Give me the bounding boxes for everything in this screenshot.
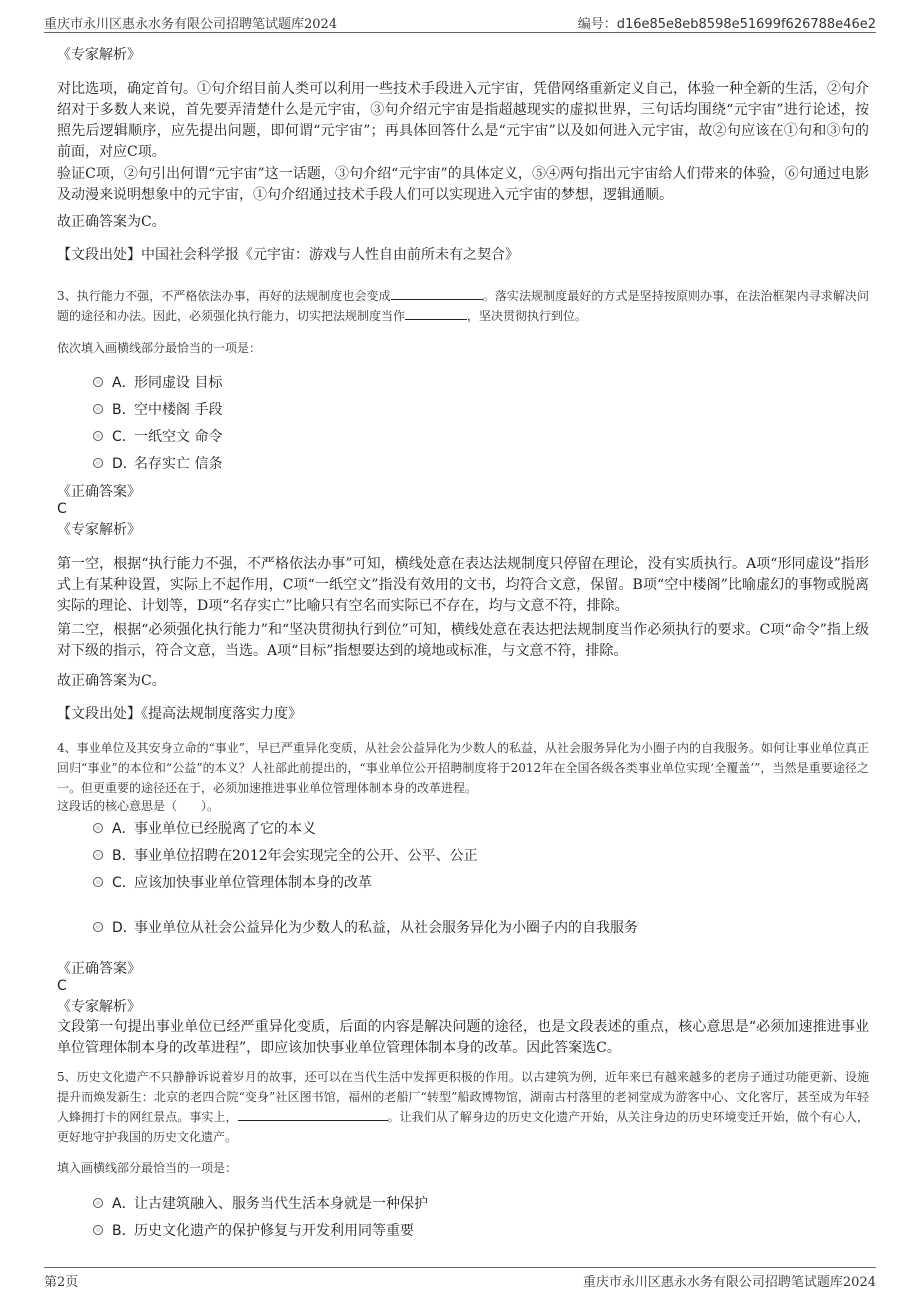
radio-icon[interactable]: [93, 850, 103, 860]
question-prompt: 依次填入画横线部分最恰当的一项是：: [57, 341, 262, 355]
answer-value: C: [57, 978, 67, 994]
radio-icon[interactable]: [93, 877, 103, 887]
footer-title: 重庆市永川区惠永水务有限公司招聘笔试题库2024: [582, 1274, 876, 1290]
page-number: 第2页: [44, 1274, 79, 1290]
analysis-paragraph: 对比选项，确定首句。①句介绍目前人类可以利用一些技术手段进入元宇宙，凭借网络重新定义自己，体验一种全新的生活，②句介绍对于多数人来说，首先要弄清楚什么是元宇宙，③句介绍元宇宙是指超越现实的虚拟世界，三句话均围绕“元宇宙”进行论述，按照先后逻辑顺序，应先提出问题，即何谓“元宇宙”；再具体回答什么是“元宇宙”以及如何进入元宇宙，故②句应该在①句和③句的前面，对应C项。: [57, 81, 869, 160]
radio-icon[interactable]: [93, 377, 103, 387]
radio-icon[interactable]: [93, 431, 103, 441]
option-c[interactable]: C． 一纸空文 命令: [93, 425, 222, 447]
radio-icon[interactable]: [93, 1225, 103, 1235]
answer-conclusion: 故正确答案为C。: [57, 673, 166, 689]
source-note: 【文段出处】中国社会科学报《元宇宙：游戏与人性自由前所未有之契合》: [57, 247, 519, 263]
option-b[interactable]: B． 历史文化遗产的保护修复与开发利用同等重要: [93, 1219, 414, 1241]
analysis-label: 《专家解析》: [57, 999, 141, 1015]
analysis-paragraph: 第一空，根据“执行能力不强，不严格依法办事”可知，横线处意在表达法规制度只停留在理论，没有实质执行。A项“形同虚设”指形式上有某种设置，实际上不起作用，C项“一纸空文”指没有效用的文书，均符合文意，保留。B项“空中楼阁”比喻虚幻的事物或脱离实际的理论、计划等，D项“名存实亡”比喻只有空名而实际已不存在，均与文意不符，排除。: [57, 556, 869, 614]
option-b[interactable]: B． 空中楼阁 手段: [93, 398, 222, 420]
footer-divider: [44, 1267, 876, 1268]
header-title: 重庆市永川区惠永水务有限公司招聘笔试题库2024: [44, 16, 338, 32]
answer-label: 《正确答案》: [57, 961, 141, 977]
radio-icon[interactable]: [93, 1198, 103, 1208]
radio-icon[interactable]: [93, 404, 103, 414]
page-header: [44, 12, 876, 32]
source-note: 【文段出处】《提高法规制度落实力度》: [57, 706, 302, 722]
radio-icon[interactable]: [93, 458, 103, 468]
option-a[interactable]: A． 事业单位已经脱离了它的本义: [93, 817, 316, 839]
analysis-paragraph: 文段第一句提出事业单位已经严重异化变质，后面的内容是解决问题的途径，也是文段表述的重点，核心意思是“必须加速推进事业单位管理体制本身的改革进程”，即应该加快事业单位管理体制本身的改革。因此答案选C。: [57, 1019, 869, 1056]
option-d[interactable]: D． 名存实亡 信条: [93, 452, 222, 474]
analysis-paragraph: 第二空，根据“必须强化执行能力”和“坚决贯彻执行到位”可知，横线处意在表达把法规制度当作必须执行的要求。C项“命令”指上级对下级的指示，符合文意，当选。A项“目标”指想要达到的境地或标准，与文意不符，排除。: [57, 622, 869, 659]
question-stem: 5、历史文化遗产不只静静诉说着岁月的故事，还可以在当代生活中发挥更积极的作用。以古建筑为例，近年来已有越来越多的老房子通过功能更新、设施提升而焕发新生：北京的老四合院“变身”社区图书馆，福州的老船厂“转型”船政博物馆，湖南古村落里的老祠堂成为游客中心、文化客厅，甚至成为年轻人蜂拥打卡的网红景点。事实上， 。让我们从了解身边的历史文化遗产开始，从关注身边的历史环境变迁开始，做个有心人，更好地守护我国的历史文化遗产。: [57, 1070, 869, 1144]
page-footer: [44, 1270, 876, 1290]
radio-icon[interactable]: [93, 823, 103, 833]
analysis-paragraph: 验证C项，②句引出何谓“元宇宙”这一话题，③句介绍“元宇宙”的具体定义，⑤④两句指出元宇宙给人们带来的体验，⑥句通过电影及动漫来说明想象中的元宇宙，①句介绍通过技术手段人们可以实现进入元宇宙的梦想，逻辑通顺。: [57, 166, 869, 203]
fill-blank: [405, 306, 467, 320]
option-a[interactable]: A． 让古建筑融入、服务当代生活本身就是一种保护: [93, 1192, 428, 1214]
analysis-label: 《专家解析》: [57, 47, 141, 63]
option-c[interactable]: C． 应该加快事业单位管理体制本身的改革: [93, 871, 372, 893]
fill-blank: [238, 1107, 388, 1121]
question-stem: 3、执行能力不强，不严格依法办事，再好的法规制度也会变成 。落实法规制度最好的方式是坚持按原则办事，在法治框架内寻求解决问题的途径和办法。因此，必须强化执行能力，切实把法规制度当作 ，坚决贯彻执行到位。: [57, 286, 869, 326]
option-a[interactable]: A． 形同虚设 目标: [93, 371, 222, 393]
analysis-label: 《专家解析》: [57, 522, 141, 538]
question-prompt: 填入画横线部分最恰当的一项是：: [57, 1161, 238, 1175]
header-divider: [44, 32, 876, 33]
option-d[interactable]: D． 事业单位从社会公益异化为少数人的私益，从社会服务异化为小圈子内的自我服务: [93, 916, 638, 938]
question-prompt: 这段话的核心意思是（ ）。: [57, 799, 220, 813]
answer-label: 《正确答案》: [57, 484, 141, 500]
option-b[interactable]: B． 事业单位招聘在2012年会实现完全的公开、公平、公正: [93, 844, 478, 866]
radio-icon[interactable]: [93, 922, 103, 932]
answer-conclusion: 故正确答案为C。: [57, 214, 166, 230]
answer-value: C: [57, 501, 67, 517]
header-doc-code: 编号：d16e85e8eb8598e51699f626788e46e2: [577, 16, 876, 32]
fill-blank: [391, 286, 483, 300]
question-stem: 4、事业单位及其安身立命的“事业”，早已严重异化变质，从社会公益异化为少数人的私益，从社会服务异化为小圈子内的自我服务。如何让事业单位真正回归“事业”的本位和“公益”的本义？人社部此前提出的，“事业单位公开招聘制度将于2012年在全国各级各类事业单位实现‘全覆盖’”，当然是重要途径之一。但更重要的途径还在于，必须加速推进事业单位管理体制本身的改革进程。: [57, 741, 869, 795]
